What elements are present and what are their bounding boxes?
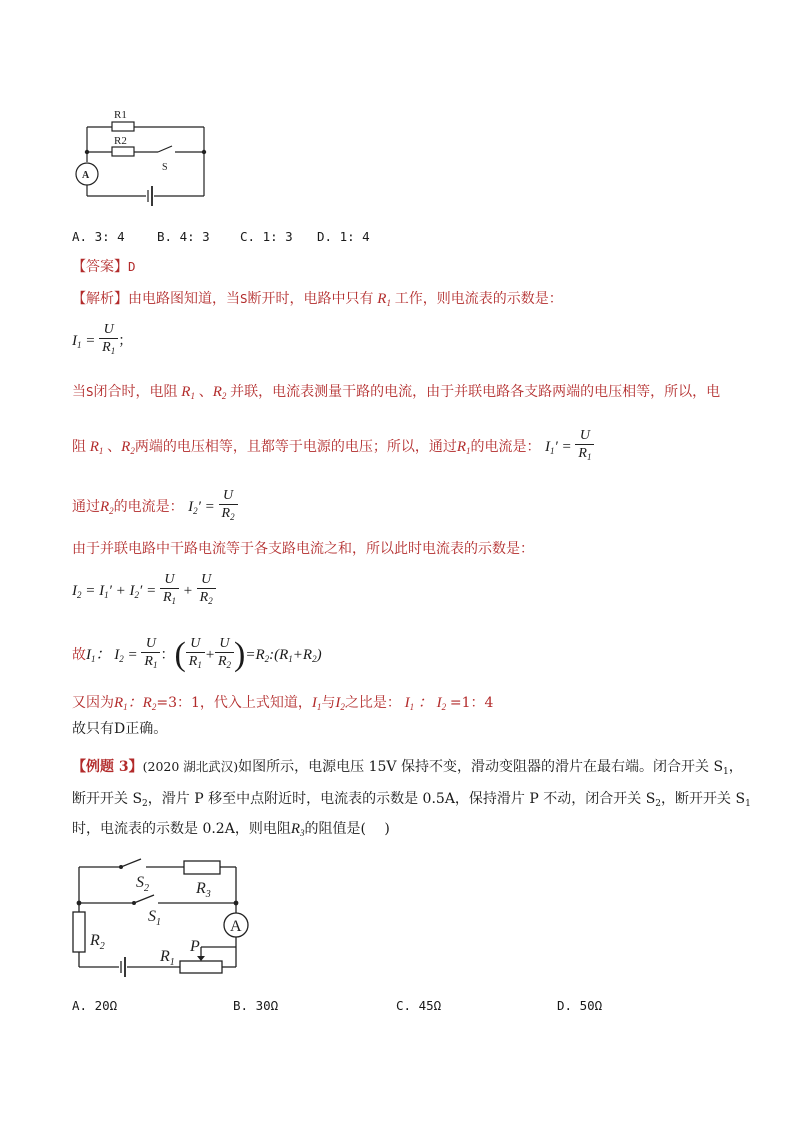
analysis-line-2: 当S闭合时，电阻 $R_1$ 、$R_2$ 并联，电流表测量干路的电流，由于并联电路各支路两端的电压相等，所以，电 [72,384,721,401]
formula-i1: $I_1$ = $\frac{U}{R_1}$ ； [72,322,132,360]
option2-c: C. 45Ω [396,998,442,1013]
circuit2-s2-label: $S_2$ [136,874,149,894]
answer-label: 【答案】 [72,259,128,275]
option2-d: D. 50Ω [557,998,603,1013]
circuit2-r2-label: $R_2$ [90,932,105,952]
circuit1-r2-label: R2 [114,135,127,147]
example3-source: (2020 湖北武汉) [142,759,239,774]
circuit2-r1-label: $R_1$ [160,948,175,968]
circuit1-ammeter-label: A [82,170,90,181]
analysis-line-5: 由于并联电路中干路电流等于各支路电流之和，所以此时电流表的示数是： [72,541,534,557]
circuit2-s1-label: $S_1$ [148,908,161,928]
example3-line-2: 断开开关 $S_2$，滑片 P 移至中点附近时，电流表的示数是 0.5A，保持滑片 P 不动，闭合开关 $S_2$，断开开关 $S_1$ [72,791,751,809]
formula-ratio: 故$I_1$： $I_2$ = $\frac{U}{R_1}$ ：( $\frac{U}{R_1}$ + $\frac{U}{R_2}$ )$=R_2:(R_1+R_2)$ [72,636,322,673]
analysis-line-7: 又因为$R_1$：$R_2=3$：1，代入上式知道，$I_1$与$I_2$之比是： $I_1$ ： $I_2 =1$：4 [72,695,494,712]
circuit2-p-label: P [190,938,200,955]
analysis-line-1: 【解析】由电路图知道，当S断开时，电路中只有 $R_1$ 工作，则电流表的示数是： [72,291,563,308]
option-b: B. 4: 3 [157,229,210,244]
analysis-line-3: 阻 $R_1$ 、$R_2$两端的电压相等，且都等于电源的电压；所以，通过$R_1$的电流是： $I_1'$ = $\frac{U}{R_1}$ [72,428,594,466]
option-a: A. 3: 4 [72,229,125,244]
option-d: D. 1: 4 [317,229,370,244]
answer-value: D [128,259,136,274]
answer-line [72,257,136,277]
example3-line-1: 【例题 3】(2020 湖北武汉)如图所示，电源电压 15V 保持不变，滑动变阻器的滑片在最右端。闭合开关 $S_1$， [72,759,743,777]
option2-b: B. 30Ω [233,998,279,1013]
option-c: C. 1: 3 [240,229,293,244]
circuit-diagram-2 [66,853,256,983]
example3-line-3: 时，电流表的示数是 0.2A，则电阻$R_3$的阻值是( ) [72,821,390,838]
analysis-line-8: 故只有D正确。 [72,721,168,737]
circuit2-ammeter-label: A [230,918,242,935]
analysis-label: 【解析】 [72,291,128,307]
analysis-line-4: 通过$R_2$的电流是： $I_2'$ = $\frac{U}{R_2}$ [72,488,238,526]
circuit-diagram-1 [72,100,217,212]
example3-label: 【例题 3】 [72,759,143,775]
circuit1-switch-label: S [162,162,168,173]
circuit2-r3-label: $R_3$ [196,880,211,900]
circuit1-r1-label: R1 [114,109,127,121]
option2-a: A. 20Ω [72,998,118,1013]
formula-i2: $I_2 = I_1' + I_2'$ = $\frac{U}{R_1}$ + $\frac{U}{R_2}$ [72,572,216,610]
